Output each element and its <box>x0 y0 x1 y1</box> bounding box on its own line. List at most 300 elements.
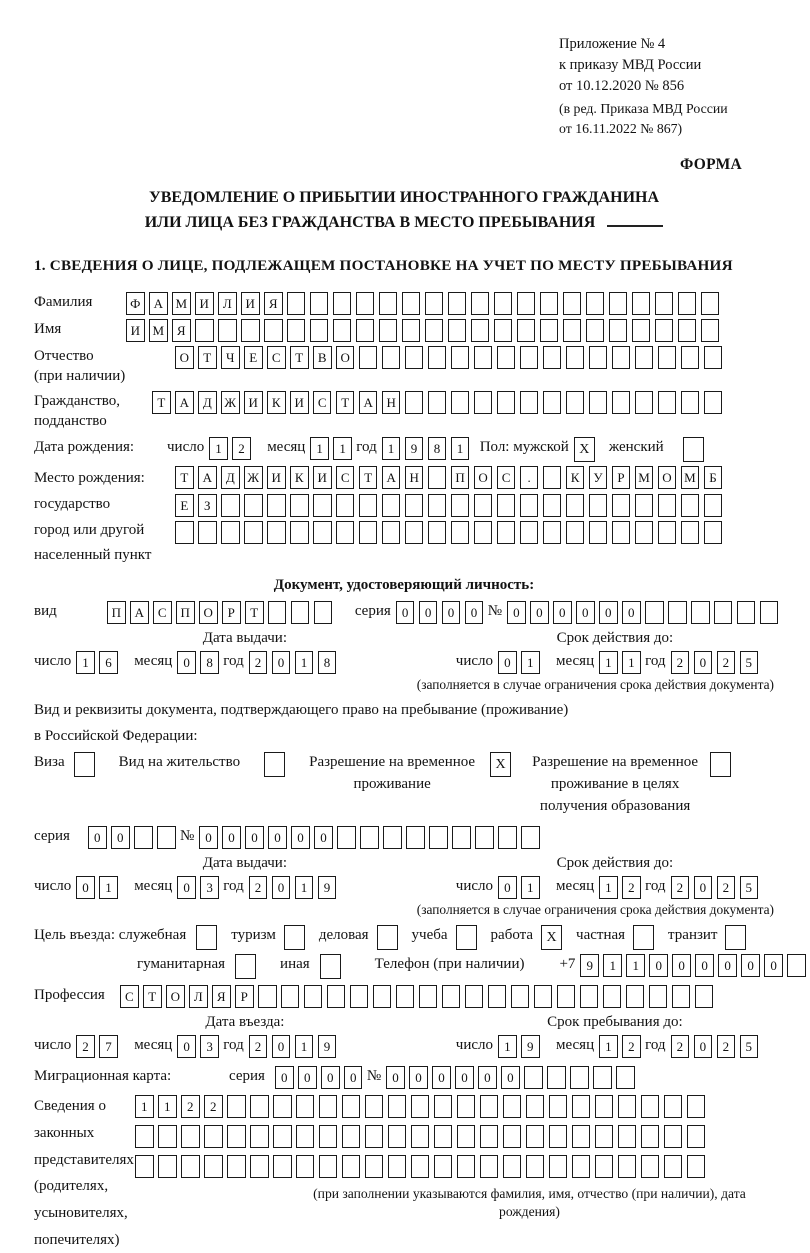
form-cell <box>664 1125 683 1148</box>
residence-permit-label: Вид на жительство <box>118 754 241 771</box>
form-cell: 1 <box>310 437 329 460</box>
form-cell <box>612 494 631 517</box>
form-cell <box>273 1095 292 1118</box>
form-cell: 2 <box>249 1035 268 1058</box>
form-cell <box>411 1155 430 1178</box>
form-cell <box>641 1095 660 1118</box>
document-title <box>34 186 774 236</box>
form-cell <box>497 521 516 544</box>
form-cell <box>425 292 444 315</box>
month-cells <box>177 876 223 899</box>
humanitarian-checkbox <box>235 954 256 979</box>
section1-heading: 1. СВЕДЕНИЯ О ЛИЦЕ, ПОДЛЕЖАЩЕМ ПОСТАНОВКЕ НА УЧЕТ ПО МЕСТУ ПРЕБЫВАНИЯ <box>34 256 733 274</box>
form-cell: 0 <box>530 601 549 624</box>
visit-purpose-row <box>34 925 774 950</box>
private-checkbox <box>633 925 654 950</box>
form-cell: 0 <box>272 651 291 674</box>
form-cell <box>681 494 700 517</box>
form-cell <box>480 1155 499 1178</box>
identity-expiry-note: (заполняется в случае ограничения срока действия документа) <box>416 676 774 692</box>
form-cell <box>655 319 674 342</box>
form-cell: 0 <box>321 1066 340 1089</box>
form-cell <box>635 521 654 544</box>
form-cell <box>616 1066 635 1089</box>
form-cell <box>250 1095 269 1118</box>
day-label: число <box>34 1037 72 1054</box>
year-cells <box>249 876 341 899</box>
header-line: Приложение № 4 <box>559 36 666 52</box>
legal-reps-label-line6: попечителях) <box>34 1231 120 1248</box>
form-cell <box>549 1125 568 1148</box>
form-cell: 0 <box>272 876 291 899</box>
form-cell <box>342 1155 361 1178</box>
form-cell: Р <box>612 466 631 489</box>
female-checkbox <box>683 437 704 462</box>
stay-until-title: Срок пребывания до: <box>547 1013 683 1030</box>
form-cell <box>457 1095 476 1118</box>
form-cell <box>540 292 559 315</box>
form-cell: 1 <box>99 876 118 899</box>
residence-issue-title: Дата выдачи: <box>202 854 288 871</box>
day-label: число <box>455 652 494 669</box>
form-cell: П <box>107 601 126 624</box>
form-cell <box>181 1155 200 1178</box>
form-cell <box>704 391 723 414</box>
form-cell <box>595 1125 614 1148</box>
form-cell <box>641 1155 660 1178</box>
form-cell: 0 <box>622 601 641 624</box>
form-cell <box>572 1125 591 1148</box>
form-cell <box>405 391 424 414</box>
form-cell <box>336 521 355 544</box>
form-cell <box>687 1095 706 1118</box>
birth-month-cells <box>310 437 356 460</box>
form-cell <box>609 319 628 342</box>
form-cell <box>319 1095 338 1118</box>
form-cell <box>411 1095 430 1118</box>
form-cell: 0 <box>177 876 196 899</box>
form-cell: 1 <box>295 651 314 674</box>
form-cell <box>566 346 585 369</box>
form-cell: 0 <box>694 1035 713 1058</box>
form-cell: 2 <box>717 651 736 674</box>
form-cell <box>244 494 263 517</box>
form-cell <box>593 1066 612 1089</box>
residence-intro2: в Российской Федерации: <box>34 728 198 745</box>
form-cell: 2 <box>671 876 690 899</box>
legal-reps-label-line3: представителях <box>34 1151 134 1168</box>
form-cell <box>428 391 447 414</box>
form-cell <box>668 601 687 624</box>
form-cell <box>359 521 378 544</box>
form-cell <box>313 521 332 544</box>
form-cell <box>701 292 720 315</box>
form-cell: 0 <box>478 1066 497 1089</box>
profession-label: Профессия <box>34 986 105 1003</box>
form-cell: Е <box>244 346 263 369</box>
form-cell: 1 <box>599 1035 618 1058</box>
form-cell <box>250 1125 269 1148</box>
form-cell: А <box>359 391 378 414</box>
form-cell <box>678 319 697 342</box>
entry-dates <box>34 1012 774 1058</box>
female-label: женский <box>608 439 664 456</box>
form-cell: 2 <box>622 876 641 899</box>
form-cell: А <box>130 601 149 624</box>
form-cell: Т <box>198 346 217 369</box>
form-cell <box>342 1095 361 1118</box>
form-cell <box>681 346 700 369</box>
form-cell: 0 <box>409 1066 428 1089</box>
birth-place-cells-row1 <box>175 466 727 489</box>
form-cell: 0 <box>432 1066 451 1089</box>
form-cell <box>405 521 424 544</box>
form-cell <box>359 346 378 369</box>
form-cell: 0 <box>694 876 713 899</box>
form-cell <box>273 1155 292 1178</box>
form-cell: 0 <box>344 1066 363 1089</box>
tourism-label: туризм <box>231 926 276 943</box>
legal-reps-row <box>34 1093 774 1253</box>
form-cell <box>635 391 654 414</box>
form-cell <box>589 494 608 517</box>
form-cell <box>314 601 333 624</box>
form-cell <box>405 494 424 517</box>
form-cell: 1 <box>76 651 95 674</box>
form-cell: Т <box>152 391 171 414</box>
form-cell <box>655 292 674 315</box>
legal-reps-label-line5: усыновителях, <box>34 1204 128 1221</box>
migration-card-label: Миграционная карта: <box>34 1068 172 1085</box>
legal-reps-cells-block <box>135 1093 774 1221</box>
form-cell <box>526 1095 545 1118</box>
form-cell: 1 <box>295 876 314 899</box>
form-cell: 0 <box>177 651 196 674</box>
form-cell <box>267 521 286 544</box>
migration-number-label: № <box>366 1068 382 1085</box>
entry-date-title: Дата въезда: <box>205 1013 285 1030</box>
form-cell: 0 <box>419 601 438 624</box>
residence-dates <box>34 853 774 899</box>
form-cell: С <box>313 391 332 414</box>
option-temp-residence-education <box>529 752 731 817</box>
year-cells <box>249 651 341 674</box>
form-cell: 1 <box>626 954 645 977</box>
form-cell: В <box>313 346 332 369</box>
form-cell: К <box>290 466 309 489</box>
profession-row <box>34 985 774 1008</box>
form-cell: 0 <box>314 826 333 849</box>
form-cell <box>419 985 438 1008</box>
form-cell <box>612 391 631 414</box>
form-cell <box>645 601 664 624</box>
form-cell <box>296 1155 315 1178</box>
form-cell <box>264 319 283 342</box>
day-cells <box>76 651 122 674</box>
profession-cells <box>120 985 718 1008</box>
form-cell <box>566 494 585 517</box>
form-cell: 0 <box>268 826 287 849</box>
form-cell <box>641 1125 660 1148</box>
residence-options-row <box>34 752 774 817</box>
identity-expiry-dateline <box>456 651 774 674</box>
temp-residence-checkbox: X <box>490 752 511 777</box>
form-cell <box>595 1095 614 1118</box>
month-cells <box>599 876 645 899</box>
form-cell <box>480 1095 499 1118</box>
form-cell: Б <box>704 466 723 489</box>
form-cell <box>402 292 421 315</box>
day-cells <box>76 876 122 899</box>
form-cell <box>503 1155 522 1178</box>
form-cell <box>612 346 631 369</box>
identity-doc-heading: Документ, удостоверяющий личность: <box>273 577 535 594</box>
form-cell: Р <box>235 985 254 1008</box>
form-cell <box>520 494 539 517</box>
form-cell <box>566 391 585 414</box>
form-cell <box>488 985 507 1008</box>
birth-place-row <box>34 466 774 569</box>
form-cell <box>244 521 263 544</box>
birth-place-cells-row2 <box>175 494 727 517</box>
form-cell <box>382 346 401 369</box>
identity-expiry-col <box>456 628 774 674</box>
study-label: учеба <box>411 926 448 943</box>
form-cell <box>563 319 582 342</box>
legal-reps-note: (при заполнении указываются фамилия, имя, отчество (при наличии), дата рождения) <box>313 1185 746 1220</box>
business-checkbox <box>377 925 398 950</box>
form-cell <box>379 292 398 315</box>
form-cell <box>517 292 536 315</box>
entry-date-dateline <box>34 1035 456 1058</box>
form-cell: 2 <box>232 437 251 460</box>
day-label: число <box>455 1037 494 1054</box>
form-cell <box>382 521 401 544</box>
form-cell: 1 <box>498 1035 517 1058</box>
form-cell <box>572 1155 591 1178</box>
form-cell <box>457 1155 476 1178</box>
form-cell <box>480 1125 499 1148</box>
form-cell: 3 <box>200 876 219 899</box>
form-cell <box>589 346 608 369</box>
month-label: месяц <box>134 877 173 894</box>
form-cell <box>714 601 733 624</box>
citizenship-row <box>34 391 774 432</box>
business-label: деловая <box>318 926 369 943</box>
form-cell <box>250 1155 269 1178</box>
form-cell <box>383 826 402 849</box>
given-name-label: Имя <box>34 321 62 338</box>
form-cell: 0 <box>298 1066 317 1089</box>
form-cell <box>227 1125 246 1148</box>
month-label: месяц <box>134 1037 173 1054</box>
form-cell <box>406 826 425 849</box>
form-cell <box>524 1066 543 1089</box>
month-cells <box>177 1035 223 1058</box>
form-cell <box>475 826 494 849</box>
form-cell <box>497 391 516 414</box>
form-cell: О <box>175 346 194 369</box>
form-cell <box>678 292 697 315</box>
form-cell: К <box>267 391 286 414</box>
form-cell <box>360 826 379 849</box>
legal-reps-cells-row2 <box>135 1125 774 1148</box>
form-cell <box>195 319 214 342</box>
form-cell <box>442 985 461 1008</box>
visa-checkbox <box>74 752 95 777</box>
month-label: месяц <box>555 877 595 894</box>
form-cell: С <box>497 466 516 489</box>
title-underline <box>607 211 663 227</box>
form-cell <box>388 1095 407 1118</box>
residence-series-label: серия <box>34 827 70 844</box>
form-cell <box>310 319 329 342</box>
form-cell <box>498 826 517 849</box>
birth-place-label-line4: населенный пункт <box>34 547 152 564</box>
form-cell: 2 <box>717 1035 736 1058</box>
form-cell <box>342 1125 361 1148</box>
form-cell: 0 <box>177 1035 196 1058</box>
stay-until-dateline <box>456 1035 774 1058</box>
identity-dates <box>34 628 774 674</box>
form-cell <box>388 1155 407 1178</box>
form-cell: 8 <box>428 437 447 460</box>
surname-row <box>34 292 774 315</box>
form-cell <box>221 521 240 544</box>
day-cells <box>498 876 544 899</box>
form-cell <box>434 1095 453 1118</box>
form-cell <box>572 1095 591 1118</box>
form-cell: 0 <box>386 1066 405 1089</box>
form-cell: 9 <box>521 1035 540 1058</box>
form-cell: 5 <box>740 1035 759 1058</box>
form-cell <box>543 494 562 517</box>
surname-label: Фамилия <box>34 294 93 311</box>
form-cell <box>451 346 470 369</box>
patronymic-label <box>34 346 175 387</box>
form-cell: И <box>267 466 286 489</box>
form-cell: 1 <box>209 437 228 460</box>
visit-purpose-row2 <box>137 954 777 979</box>
form-cell: 2 <box>249 876 268 899</box>
form-cell <box>658 494 677 517</box>
form-cell: П <box>176 601 195 624</box>
form-cell <box>204 1155 223 1178</box>
form-cell: 0 <box>649 954 668 977</box>
form-cell <box>589 521 608 544</box>
residence-expiry-col <box>456 853 774 899</box>
form-cell: 3 <box>200 1035 219 1058</box>
residence-series-cells <box>88 826 180 849</box>
form-cell: И <box>241 292 260 315</box>
form-cell <box>503 1125 522 1148</box>
form-cell <box>497 346 516 369</box>
form-cell <box>474 391 493 414</box>
form-cell: 0 <box>501 1066 520 1089</box>
form-cell: 0 <box>455 1066 474 1089</box>
form-cell: А <box>198 466 217 489</box>
other-checkbox <box>320 954 341 979</box>
form-cell <box>586 292 605 315</box>
month-cells <box>599 651 645 674</box>
form-cell: О <box>658 466 677 489</box>
form-cell <box>635 346 654 369</box>
surname-cells <box>126 292 724 315</box>
residence-permit-checkbox <box>264 752 285 777</box>
form-cell <box>658 521 677 544</box>
form-cell <box>681 391 700 414</box>
month-label: месяц <box>555 652 595 669</box>
form-cell <box>428 346 447 369</box>
form-cell <box>218 319 237 342</box>
form-cell <box>434 1125 453 1148</box>
form-cell <box>540 319 559 342</box>
form-cell: О <box>336 346 355 369</box>
form-cell <box>181 1125 200 1148</box>
form-cell: А <box>175 391 194 414</box>
humanitarian-label: гуманитарная <box>137 955 226 972</box>
form-cell <box>549 1095 568 1118</box>
header-line: от 10.12.2020 № 856 <box>559 78 685 95</box>
form-cell: 0 <box>498 876 517 899</box>
form-cell <box>227 1095 246 1118</box>
form-cell: Т <box>245 601 264 624</box>
work-label: работа <box>490 926 534 943</box>
form-cell: 2 <box>204 1095 223 1118</box>
header-line: к приказу МВД России <box>559 57 702 74</box>
form-cell <box>589 391 608 414</box>
form-cell: 1 <box>333 437 352 460</box>
year-label: год <box>645 652 666 669</box>
migration-series-label: серия <box>229 1068 265 1085</box>
form-cell: У <box>589 466 608 489</box>
identity-issue-title: Дата выдачи: <box>202 629 288 646</box>
form-cell: И <box>195 292 214 315</box>
form-cell <box>452 826 471 849</box>
year-label: год <box>223 877 244 894</box>
form-cell: Я <box>172 319 191 342</box>
private-label: частная <box>576 926 626 943</box>
birth-place-label-line1: Место рождения: <box>34 470 145 487</box>
day-label: число <box>167 439 205 456</box>
temp-residence-label: Разрешение на временное проживание <box>309 754 476 793</box>
form-cell: 0 <box>88 826 107 849</box>
residence-series-row <box>34 826 774 849</box>
form-cell <box>310 292 329 315</box>
form-cell <box>356 319 375 342</box>
form-cell: Д <box>198 391 217 414</box>
form-cell <box>681 521 700 544</box>
identity-kind-label: вид <box>34 602 57 619</box>
form-cell <box>457 1125 476 1148</box>
form-cell: Н <box>405 466 424 489</box>
form-cell <box>586 319 605 342</box>
form-cell <box>221 494 240 517</box>
identity-series-cells <box>396 601 488 624</box>
form-cell: И <box>126 319 145 342</box>
form-cell: Д <box>221 466 240 489</box>
birth-place-label <box>34 466 175 569</box>
form-cell <box>134 826 153 849</box>
form-cell <box>503 1095 522 1118</box>
migration-card-row <box>34 1066 774 1089</box>
year-label: год <box>645 1037 666 1054</box>
phone-prefix: +7 <box>559 955 576 972</box>
form-cell: 0 <box>672 954 691 977</box>
form-cell: 0 <box>396 601 415 624</box>
form-cell: М <box>681 466 700 489</box>
form-cell <box>175 521 194 544</box>
